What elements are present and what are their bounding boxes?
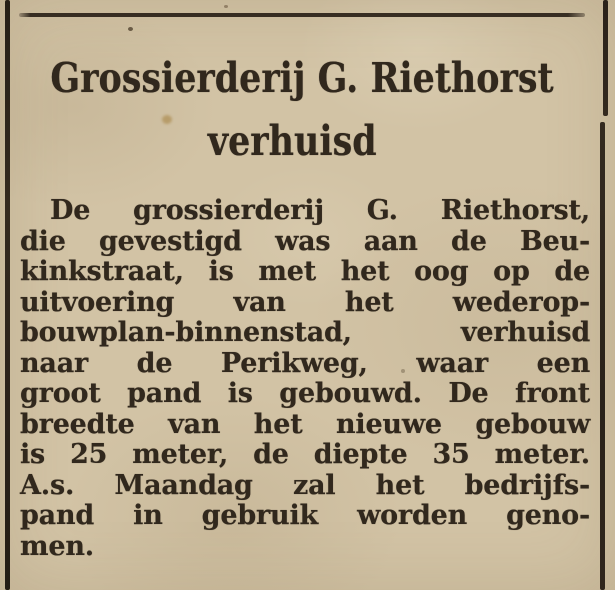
body-line: breedte van het nieuwe gebouw — [20, 408, 590, 440]
body-line: bouwplan-binnenstad, verhuisd — [20, 317, 590, 348]
body-line: men. — [20, 530, 94, 562]
body-line: kinkstraat, is met het oog op de — [20, 256, 590, 287]
article-body — [20, 196, 590, 562]
body-line: naar de Perikweg, waar een — [20, 347, 590, 379]
body-line: A.s. Maandag zal het bedrijfs- — [20, 469, 590, 501]
paper-speck — [401, 369, 405, 373]
body-line: pand in gebruik worden geno- — [20, 500, 590, 531]
title-line-2: verhuisd — [207, 117, 377, 165]
body-line: De grossierderij G. Riethorst, — [50, 195, 590, 226]
body-line: groot pand is gebouwd. De front — [20, 378, 590, 409]
right-column-rule-upper — [603, 0, 608, 116]
body-line: is 25 meter, de diepte 35 meter. — [20, 439, 590, 470]
paper-speck — [128, 27, 133, 31]
body-line: die gevestigd was aan de Beu- — [20, 225, 590, 257]
headline-top-rule — [19, 13, 585, 17]
title-line-1: Grossierderij G. Riethorst — [50, 54, 554, 102]
right-column-rule-lower — [600, 122, 605, 590]
article-title — [6, 47, 578, 173]
body-line: uitvoering van het wederop- — [20, 286, 590, 318]
paper-stain — [162, 115, 172, 124]
paper-speck — [224, 5, 228, 8]
